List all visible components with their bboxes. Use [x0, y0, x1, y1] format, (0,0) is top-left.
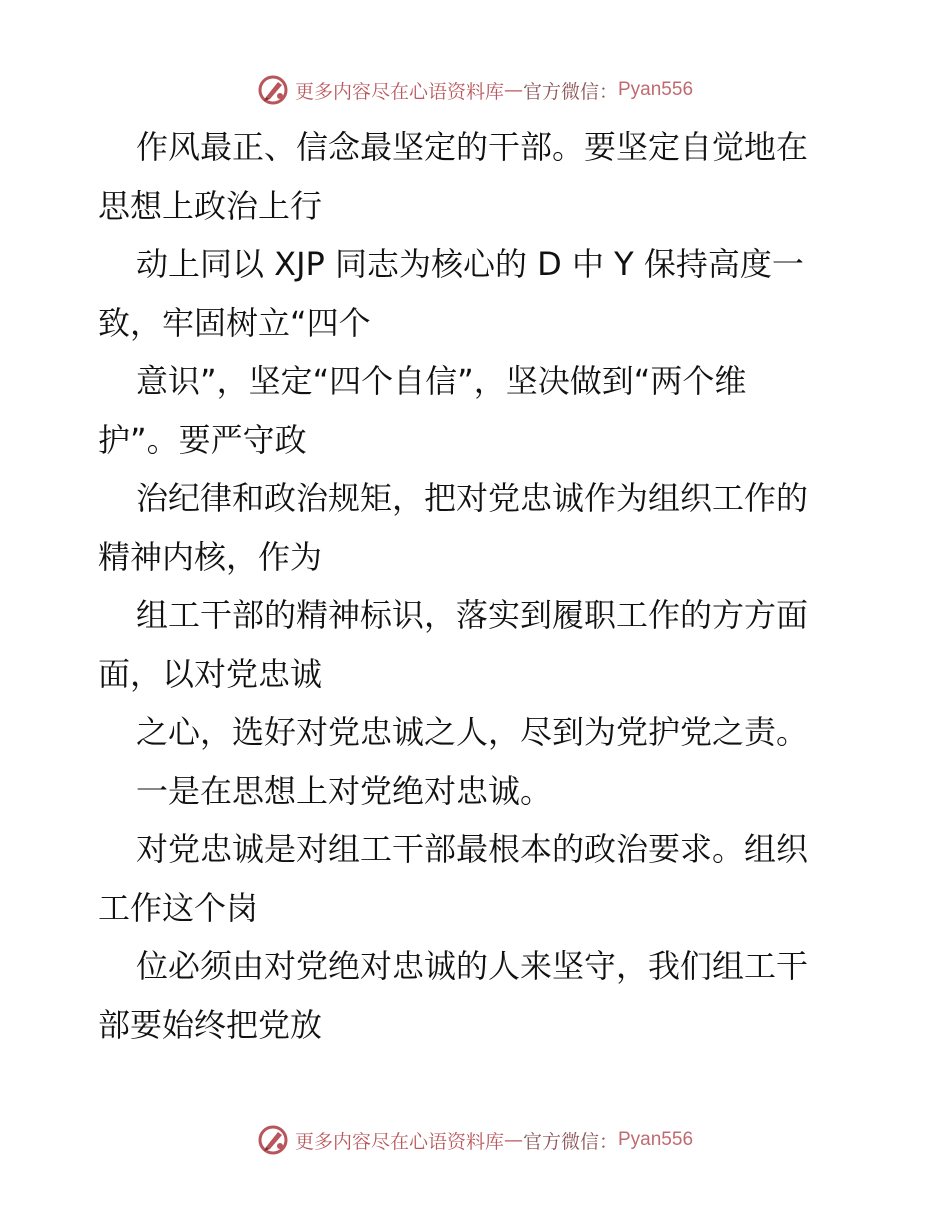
- text-line: 对党忠诚是对组工干部最根本的政治要求。组织: [136, 830, 809, 868]
- header-watermark: [0, 70, 950, 110]
- text-line: 作风最正、信念最坚定的干部。要坚定自觉地在: [136, 128, 809, 166]
- footer-wechat-id: Pyan556: [618, 1129, 694, 1150]
- header-wechat-id: Pyan556: [618, 79, 694, 100]
- text-line: 意识”，坚定“四个自信”，坚决做到“两个维: [136, 362, 747, 400]
- footer-wechat-label: 官方微信：: [522, 1130, 618, 1153]
- text-line: 思想上政治上行: [98, 186, 323, 225]
- footer-separator: —: [503, 1129, 523, 1151]
- pen-logo-icon: [257, 1124, 289, 1156]
- text-line: 面，以对党忠诚: [98, 654, 323, 693]
- pen-logo-icon: [257, 74, 289, 106]
- text-line: 位必须由对党绝对忠诚的人来坚守，我们组工干: [136, 947, 809, 985]
- text-line: 之心，选好对党忠诚之人，尽到为党护党之责。: [136, 713, 809, 751]
- footer-site-name: 更多内容尽在心语资料库: [294, 1130, 504, 1153]
- document-body: [98, 118, 858, 1054]
- header-separator: —: [503, 79, 523, 101]
- text-line: 致，牢固树立“四个: [98, 303, 371, 342]
- text-line: 部要始终把党放: [98, 1005, 323, 1044]
- text-line: 工作这个岗: [98, 888, 259, 927]
- text-line: 动上同以 XJP 同志为核心的 D 中 Y 保持高度一: [136, 245, 804, 283]
- text-line: 组工干部的精神标识，落实到履职工作的方方面: [136, 596, 809, 634]
- footer-watermark: [0, 1120, 950, 1160]
- text-line: 一是在思想上对党绝对忠诚。: [136, 771, 553, 810]
- text-line: 护”。要严守政: [98, 420, 307, 459]
- header-wechat-label: 官方微信：: [522, 80, 618, 103]
- header-site-name: 更多内容尽在心语资料库: [294, 80, 504, 103]
- text-line: 治纪律和政治规矩，把对党忠诚作为组织工作的: [136, 479, 809, 517]
- text-line: 精神内核，作为: [98, 537, 323, 576]
